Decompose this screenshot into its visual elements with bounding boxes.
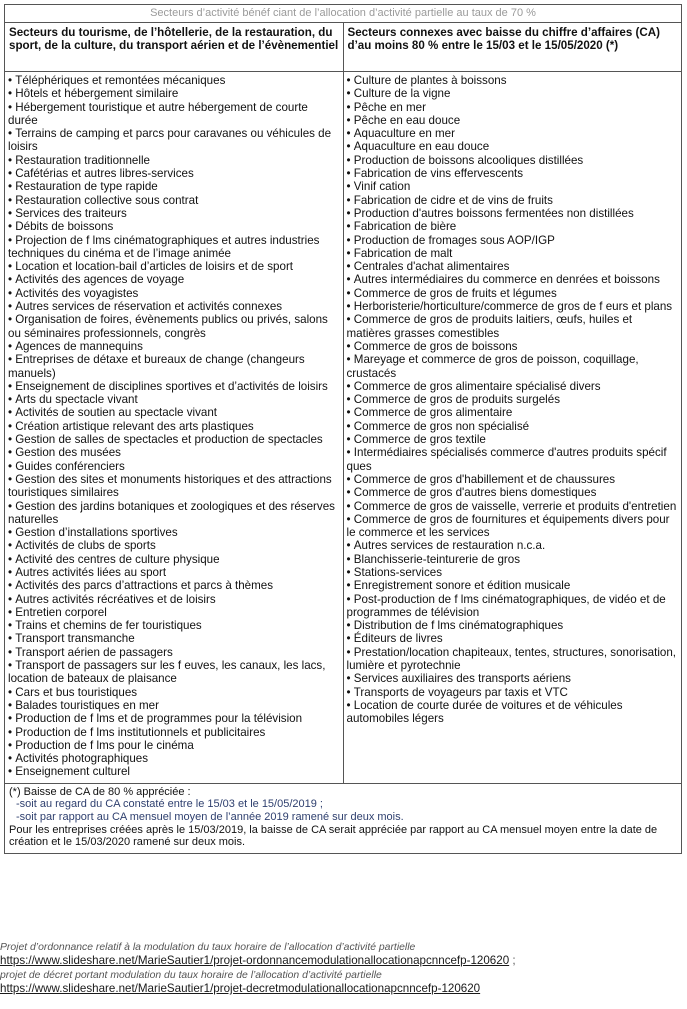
source-link[interactable]: https://www.slideshare.net/MarieSautier1/projet-decretmodulationallocationapcnncefp-120620 bbox=[0, 982, 481, 996]
right-sector-item: • Stations-services bbox=[347, 566, 680, 579]
left-sector-item: • Services des traiteurs bbox=[8, 207, 341, 220]
right-sector-item: • Autres services de restauration n.c.a. bbox=[347, 539, 680, 552]
right-sector-item: • Pêche en eau douce bbox=[347, 114, 680, 127]
left-sector-item: • Autres services de réservation et activités connexes bbox=[8, 300, 341, 313]
right-sector-item: • Commerce de gros de fruits et légumes bbox=[347, 287, 680, 300]
right-sector-item: • Commerce de gros de produits surgelés bbox=[347, 393, 680, 406]
left-sector-list bbox=[8, 74, 341, 779]
right-sector-item: • Culture de la vigne bbox=[347, 87, 680, 100]
left-sector-item: • Terrains de camping et parcs pour caravanes ou véhicules de loisirs bbox=[8, 127, 341, 154]
left-sector-item: • Balades touristiques en mer bbox=[8, 699, 341, 712]
left-sector-item: • Restauration traditionnelle bbox=[8, 154, 341, 167]
note-line: Pour les entreprises créées après le 15/03/2019, la baisse de CA serait appréciée par rapport au CA mensuel moyen entre la date de création et le 15/03/2020 ramené sur deux mois. bbox=[9, 823, 658, 849]
left-sector-item: • Cafétérias et autres libres-services bbox=[8, 167, 341, 180]
right-sector-item: • Production d'autres boissons fermentées non distillées bbox=[347, 207, 680, 220]
notes-row bbox=[5, 783, 682, 853]
right-sector-item: • Commerce de gros de fournitures et équipements divers pour le commerce et les services bbox=[347, 513, 680, 540]
left-sector-item: • Gestion des jardins botaniques et zoologiques et des réserves naturelles bbox=[8, 500, 341, 527]
left-sector-item: • Téléphériques et remontées mécaniques bbox=[8, 74, 341, 87]
right-sector-list bbox=[347, 74, 680, 726]
source-link[interactable]: https://www.slideshare.net/MarieSautier1/projet-ordonnancemodulationallocationapcnncefp-120620 bbox=[0, 954, 510, 968]
right-sector-item: • Fabrication de cidre et de vins de fruits bbox=[347, 194, 680, 207]
left-sector-item: • Guides conférenciers bbox=[8, 460, 341, 473]
document bbox=[4, 4, 682, 854]
right-sector-item: • Fabrication de malt bbox=[347, 247, 680, 260]
left-sector-item: • Autres activités liées au sport bbox=[8, 566, 341, 579]
left-sector-item: • Activités des agences de voyage bbox=[8, 273, 341, 286]
right-sector-item: • Intermédiaires spécialisés commerce d'autres produits spécif ques bbox=[347, 446, 680, 473]
right-sector-item: • Distribution de f lms cinématographiques bbox=[347, 619, 680, 632]
left-sector-item: • Gestion des musées bbox=[8, 446, 341, 459]
left-sector-item: • Production de f lms et de programmes pour la télévision bbox=[8, 712, 341, 725]
left-sector-item: • Transport de passagers sur les f euves, les canaux, les lacs, location de bateaux de plaisance bbox=[8, 659, 341, 686]
right-sector-item: • Culture de plantes à boissons bbox=[347, 74, 680, 87]
left-sector-item: • Gestion des sites et monuments historiques et des attractions touristiques similaires bbox=[8, 473, 341, 500]
right-sector-item: • Commerce de gros de boissons bbox=[347, 340, 680, 353]
left-sector-item: • Activités des voyagistes bbox=[8, 287, 341, 300]
right-sector-item: • Commerce de gros non spécialisé bbox=[347, 420, 680, 433]
right-sector-item: • Post-production de f lms cinématographiques, de vidéo et de programmes de télévision bbox=[347, 593, 680, 620]
left-sector-item: • Arts du spectacle vivant bbox=[8, 393, 341, 406]
left-sector-item: • Restauration collective sous contrat bbox=[8, 194, 341, 207]
right-column-cell bbox=[343, 72, 682, 784]
header-row bbox=[5, 23, 682, 72]
left-sector-item: • Débits de boissons bbox=[8, 220, 341, 233]
left-column-cell bbox=[5, 72, 344, 784]
left-sector-item: • Restauration de type rapide bbox=[8, 180, 341, 193]
right-sector-item: • Vinif cation bbox=[347, 180, 680, 193]
left-sector-item: • Activités de soutien au spectacle vivant bbox=[8, 406, 341, 419]
left-sector-item: • Transport aérien de passagers bbox=[8, 646, 341, 659]
right-sector-item: • Herboristerie/horticulture/commerce de gros de f eurs et plans bbox=[347, 300, 680, 313]
left-sector-item: • Entreprises de détaxe et bureaux de change (changeurs manuels) bbox=[8, 353, 341, 380]
source-label: Projet d’ordonnance relatif à la modulation du taux horaire de l’allocation d’activité partielle bbox=[0, 942, 416, 953]
right-column-header: Secteurs connexes avec baisse du chiffre d’affaires (CA) d’au moins 80 % entre le 15/03 et le 15/05/2020 (*) bbox=[343, 23, 682, 72]
left-sector-item: • Projection de f lms cinématographiques et autres industries techniques du cinéma et de l’image animée bbox=[8, 234, 341, 261]
right-sector-item: • Services auxiliaires des transports aériens bbox=[347, 672, 680, 685]
left-sector-item: • Production de f lms institutionnels et publicitaires bbox=[8, 726, 341, 739]
list-row bbox=[5, 72, 682, 784]
left-sector-item: • Transport transmanche bbox=[8, 632, 341, 645]
notes-cell bbox=[5, 783, 682, 853]
right-sector-item: • Mareyage et commerce de gros de poisson, coquillage, crustacés bbox=[347, 353, 680, 380]
left-sector-item: • Activité des centres de culture physique bbox=[8, 553, 341, 566]
right-sector-item: • Enregistrement sonore et édition musicale bbox=[347, 579, 680, 592]
left-sector-item: • Agences de mannequins bbox=[8, 340, 341, 353]
note-line: (*) Baisse de CA de 80 % appréciée : bbox=[9, 785, 191, 798]
sources-block bbox=[0, 941, 687, 997]
caption-row bbox=[5, 5, 682, 23]
right-sector-item: • Aquaculture en eau douce bbox=[347, 140, 680, 153]
left-sector-item: • Entretien corporel bbox=[8, 606, 341, 619]
right-sector-item: • Production de fromages sous AOP/IGP bbox=[347, 234, 680, 247]
right-sector-item: • Autres intermédiaires du commerce en denrées et boissons bbox=[347, 273, 680, 286]
right-sector-item: • Commerce de gros d'autres biens domestiques bbox=[347, 486, 680, 499]
right-sector-item: • Commerce de gros d'habillement et de chaussures bbox=[347, 473, 680, 486]
left-column-header: Secteurs du tourisme, de l’hôtellerie, de la restauration, du sport, de la culture, du transport aérien et de l’évènementiel bbox=[5, 23, 344, 72]
right-sector-item: • Centrales d'achat alimentaires bbox=[347, 260, 680, 273]
left-sector-item: • Création artistique relevant des arts plastiques bbox=[8, 420, 341, 433]
right-sector-item: • Transports de voyageurs par taxis et VTC bbox=[347, 686, 680, 699]
right-sector-item: • Commerce de gros alimentaire bbox=[347, 406, 680, 419]
left-sector-item: • Enseignement de disciplines sportives et d’activités de loisirs bbox=[8, 380, 341, 393]
left-sector-item: • Activités de clubs de sports bbox=[8, 539, 341, 552]
left-sector-item: • Cars et bus touristiques bbox=[8, 686, 341, 699]
note-line: -soit par rapport au CA mensuel moyen de l’année 2019 ramené sur deux mois. bbox=[16, 810, 404, 823]
right-sector-item: • Éditeurs de livres bbox=[347, 632, 680, 645]
right-sector-item: • Commerce de gros textile bbox=[347, 433, 680, 446]
left-sector-item: • Hébergement touristique et autre hébergement de courte durée bbox=[8, 101, 341, 128]
right-sector-item: • Commerce de gros de produits laitiers, œufs, huiles et matières grasses comestibles bbox=[347, 313, 680, 340]
right-sector-item: • Pêche en mer bbox=[347, 101, 680, 114]
note-line: -soit au regard du CA constaté entre le 15/03 et le 15/05/2019 ; bbox=[16, 798, 323, 811]
source-label: projet de décret portant modulation du taux horaire de l’allocation d’activité partielle bbox=[0, 969, 382, 981]
right-sector-item: • Production de boissons alcooliques distillées bbox=[347, 154, 680, 167]
left-sector-item: • Trains et chemins de fer touristiques bbox=[8, 619, 341, 632]
source-separator: ; bbox=[509, 954, 516, 968]
left-sector-item: • Organisation de foires, évènements publics ou privés, salons ou séminaires professionnels, congrès bbox=[8, 313, 341, 340]
left-sector-item: • Gestion d’installations sportives bbox=[8, 526, 341, 539]
left-sector-item: • Activités des parcs d’attractions et parcs à thèmes bbox=[8, 579, 341, 592]
left-sector-item: • Activités photographiques bbox=[8, 752, 341, 765]
right-sector-item: • Aquaculture en mer bbox=[347, 127, 680, 140]
left-sector-item: • Enseignement culturel bbox=[8, 765, 341, 778]
table-caption: Secteurs d’activité bénéf ciant de l’allocation d’activité partielle au taux de 70 % bbox=[5, 5, 682, 23]
right-sector-item: • Commerce de gros alimentaire spécialisé divers bbox=[347, 380, 680, 393]
left-sector-item: • Gestion de salles de spectacles et production de spectacles bbox=[8, 433, 341, 446]
left-sector-item: • Hôtels et hébergement similaire bbox=[8, 87, 341, 100]
right-sector-item: • Location de courte durée de voitures et de véhicules automobiles légers bbox=[347, 699, 680, 726]
sectors-table bbox=[4, 4, 682, 854]
right-sector-item: • Prestation/location chapiteaux, tentes, structures, sonorisation, lumière et pyrotechnie bbox=[347, 646, 680, 673]
right-sector-item: • Fabrication de vins effervescents bbox=[347, 167, 680, 180]
right-sector-item: • Commerce de gros de vaisselle, verrerie et produits d'entretien bbox=[347, 500, 680, 513]
left-sector-item: • Location et location-bail d’articles de loisirs et de sport bbox=[8, 260, 341, 273]
left-sector-item: • Production de f lms pour le cinéma bbox=[8, 739, 341, 752]
left-sector-item: • Autres activités récréatives et de loisirs bbox=[8, 593, 341, 606]
right-sector-item: • Blanchisserie-teinturerie de gros bbox=[347, 553, 680, 566]
right-sector-item: • Fabrication de bière bbox=[347, 220, 680, 233]
